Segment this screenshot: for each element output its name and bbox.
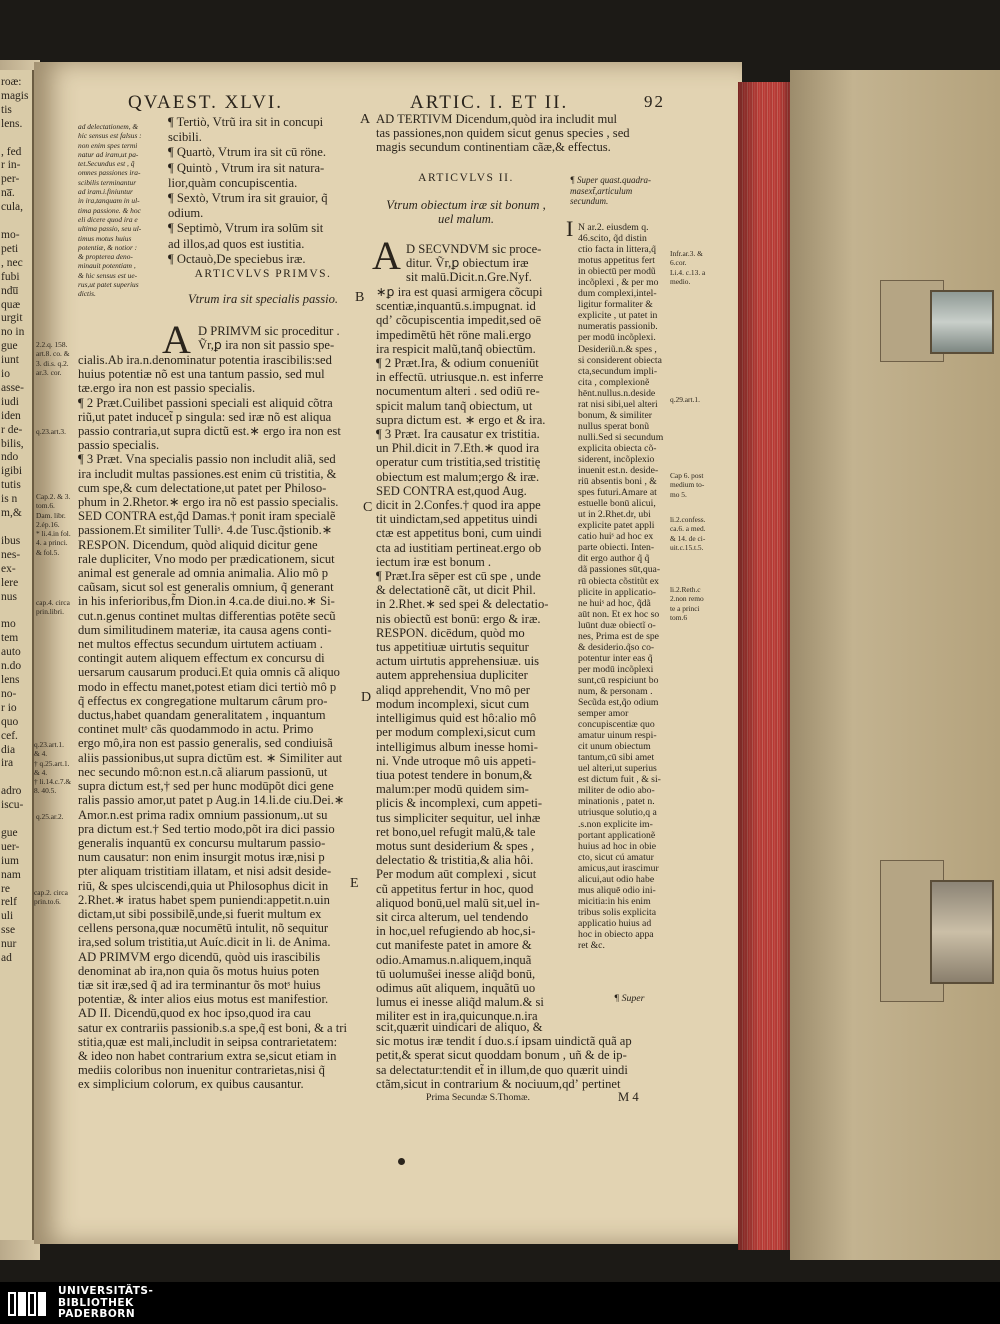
page-number: 92 (644, 92, 665, 111)
section-letter-c: C (363, 500, 373, 515)
commentary-heading: ¶ Super quast.quadra- masext̃,articulum secundum. (570, 175, 651, 207)
library-name (58, 1286, 153, 1321)
right-note-3: Cap 6. post medium to- mo 5. (670, 471, 705, 499)
section-letter-b: B (355, 290, 365, 305)
section-letter-e: E (350, 876, 359, 891)
running-title-footer: Prima Secundæ S.Thomæ. (426, 1092, 530, 1103)
article-1-body: cialis.Ab ira.n.denominatur potentia irascibilis:sed huius potentiæ nõ est una tantum passio, sed mul tæ.ergo ira non est passio specialis. ¶ 2 Præt.Cuilibet passioni speciali est aliquid cõtra riũ,ut patet inducet̃ p singula: sed iræ nõ est aliqua passio contraria,ut supra dictũ est.∗ ergo ira non est passio specialis. ¶ 3 Præt. Vna specialis passio non includit aliã, sed ira includit multas passiones.est enim cū tristitia, & cum spe,& cum delectatione,ut patet per Philoso- phum in 2.Rhetor.∗ ergo ira nõ est passio specialis. SED CONTRA est,q̃d Damas.† ponit iram specialẽ passionem.Et similiter Tulliˢ. 4.de Tusc.q̃stionib.∗ RESPON. Dicendum, quòd aliquid dicitur gene rale dupliciter, Vno modo per prædicationem, sicut animal est generale ad omnia animalia. Alio mô p caũsam, sicut sol est generalis omnium, q̃ generant in his inferioribus,f̃m Dion.in 4.ca.de diui.no.∗ Si- cut.n.genus continet multas differentias potēte secũ dum similitudinem materiæ, ita causa agens conti- net multos effectus secundum uirtutem actiuam . contingit autem aliquem effectum ex concursu di uersarum causarum produci.Et quia omnis cã aliquo modo in effectu manet,potest etiam dici tertiò mô p q̃ effectus ex congregatione multarum cârum pro- ductus,habet quandam generalitatem , inquantum continet multˢ cãs quodammodo in actu. Primo ergo mô,ira non est passio generalis, sed condiuisã aliis passionibus,ut supra dictūm est. ∗ Similiter aut nec secundo mô:non est.n.cã aliarum passionū, ut supra dictum est,† sed per hunc modūpõt dici gene ralis passio amor,ut patet p Aug.in 14.li.de ciu.Dei.∗ Amor.n.est prima radix omnium passionum,.ut su pra dictum est.† Sed tertio modo,põt ira dici passio generalis inquantū ex concursu multarum passio- num causatur: non enim insurgit motus iræ,nisi p pter aliquam tristitiam illatam, et nisi adsit deside- riū, & spes ulciscendi,quia ut Philosophus dicit in 2.Rhet.∗ iratus habet spem puniendi:appetit.n.uin dictam,ut sibi possibilẽ,unde,si fuerit multum ex cellens persona,quæ nocumētū intulit, nõ sequitur ira,sed solum tristitia,ut Auíc.dicit in li. de Anima. AD PRIMVM ergo dicendū, quòd uis irascibilis denominat ab ira,non quia õs motus huius poten tiæ sit iræ,sed q̃ ad ira terminantur õs motˢ huius potentiæ, & inter alios eius motus est manifestior. AD II. Dicendū,quod ex hoc ipso,quod ira cau satur ex contrariis passionib.s.a spe,q̃ est boni, & a tri stitia,quæ est mali,includit in seipsa contrarietatem: & ideo non habet contrarium extra se,sicut etiam in mediis coloribus non inuenitur contrarietas,nisi q̃ ex simplicium colorum, ex quibus causantur. (78, 353, 347, 1092)
article-2-heading: ARTICVLVS II. (418, 172, 514, 184)
library-name-line-1: UNIVERSITÄTS- (58, 1285, 154, 1297)
left-margin-fragments: roæ: magis tis lens. , fed r in- per- na̅. cula, mo- peti , nec fubi ndu̅ quæ urgit no in gue iunt io asse- iudi iden r de- bilis, ndo igibi tutis is n m,& ibus nes- ex- lere nus mo tem auto n.do lens no- r io quo cef. dia ira adro iscu- gue uer- ium nam re relf uli sse nur ad (1, 76, 29, 965)
library-name-line-3: PADERBORN (58, 1308, 136, 1320)
article-1-title: Vtrum ira sit specialis passio. (187, 292, 339, 306)
signature-mark: M 4 (618, 1090, 639, 1104)
side-note-2: q.23.art.3. (36, 427, 66, 436)
section-letter-a: A (360, 112, 371, 127)
question-list: ¶ Tertiò, Vtrũ ira sit in concupi scibili. ¶ Quartò, Vtrum ira sit cū röne. ¶ Quintò , Vtrum ira sit natura- lior,quàm concupiscentia. ¶ Sextò, Vtrum ira sit grauior, q̃ odium. ¶ Septimò, Vtrum ira solūm sit ad illos,ad quos est iustitia. ¶ Octauò,De speciebus iræ. (168, 115, 328, 266)
commentary-body: N ar.2. eiusdem q. 46.scito, q̃d distin ctio facta in littera,q̃ motus appetitus fert in obiectū per modũ incõplexi , & per mo dum complexi,intel- ligitur formaliter & explicite , ut patet in numeratis passionib. per modū incõplexi. Desideriũ.n.& spes , si considerent obiecta cta,secundum impli- cita , complexionẽ hēnt.nullus.n.deside rat nisi sibi,uel alteri bonum, & similiter nullus sperat bonũ nulli.Sed si secundum explicita obiecta cõ- siderent, incõplexio inuenit est.n. deside- riū absentis boni , & spes futuri.Amare at estuelle bonū alicui, ut in 2.Rhet.dr, ubi explicite patet appli catio huiˢ ad hoc ex parte obiecti. Inten- dit ergo author q̃ q̃ dã passiones sūt,qua- rū obiecta cõstitũt ex plicite in applicatio- ne huiˢ ad hoc, q̃dã aūt non. Et ex hoc so luūnt duæ obiectĩ o- nes, Prima est de spe & desiderio.q̃so co- potentur inter eas q̃ per modū incõplexi sunt,cū respiciunt bo num, & personam . Secũda est,q̃o odium semper amor concupiscentiæ quo amatur uinum respi- cit unum obiectum tantum,cū sibi amet uel alteri,ut superius est dictum fuit , & si- militer de odio abo- minationis , patet n. utriusque solutio,q a .s.non explicite im- portant applicationẽ huius ad hoc in obie cto, sicut cú amatur amicus,aut irascimur alicui,aut odio habe mus aliquē odio ini- micitia:in his enim tribus solis explicita applicatio huius ad hoc in obiecto appa ret &c. (578, 222, 664, 952)
commentary-drop-cap: I (566, 216, 574, 241)
clasp-bottom (930, 880, 994, 984)
running-header-left: QVAEST. XLVI. (128, 92, 283, 113)
library-logo-icon (8, 1290, 54, 1318)
article-1-opening: D PRIMVM sic proceditur . Ṽr,ꝑ ira non sit passio spe- (198, 324, 340, 353)
right-cover (790, 70, 1000, 1260)
right-note-1: Infr.ar.3. & 6.cor. Li.4. c.13. a medio. (670, 249, 706, 286)
top-note-column: ad delectationem, & hic sensus est falsus : non enim spes termi natur ad iram,ut pa- tet.Secundus est , q̃ omnes passiones ira- scibilis terminantur ad iram.i.finiuntur in ira,tanquam in ul- tima passione. & hoc eli dicere quod ira e ultima passio, seu ul- timus motus huius potentiæ, & notior : & propterea deno- minauit potentiam , & hic sensus est ue- rus,ut patet superius dictis. (78, 122, 142, 299)
fore-edge-shade (738, 82, 790, 1250)
right-note-4: li.2.confess. ca.6. a med. & 14. de ci- uit.c.15.t.5. (670, 515, 706, 552)
article-2-body-end: scit,quærit uindicari de aliquo, & sic motus iræ tendit í duo.s.í ipsam uindictã quã ap petit,& sperat sicut quoddam bonum , uñ & de ip- sa delectatur:tendit et̃ in illum,de quo quærit uindi ctãm,sicut in contrarium & nociuum,qdʼ pertinet (376, 1020, 632, 1091)
article-2-body: ∗ꝑ ira est quasi armigera cõcupi scentiæ,inquantū.s.impugnat. id qdʼ cõcupiscentia impedit,sed oē impedimẽtū hēt röne mali.ergo ira respicit malũ,tanq̃ obiectūm. ¶ 2 Præt.Ira, & odium conueniūt in effectū. utriusque.n. est inferre nocumentum alteri . sed odiū re- spicit malum tanq̃ obiectum, ut supra dictum est. ∗ ergo et & ira. ¶ 3 Præt. Ira causatur ex tristitia. un Phil.dicit in 7.Eth.∗ quod ira operatur cum tristitia,sed tristitię obiectum est malum;ergo & iræ. SED CONTRA est,quod Aug. dicit in 2.Confes.† quod ira appe tit uindictam,sed appetitus uindi ctæ est appetitus boni, cum uindi cta ad iustitiam pertineat.ergo ob iectum iræ est bonum . ¶ Præt.Ira sēper est cū spe , unde & delectationẽ cãt, ut dicit Phil. in 2.Rhet.∗ sed spei & delectatio- nis obiectũ est bonū: ergo & iræ. RESPON. dicēdum, quòd mo tus appetitiuæ uirtutis sequitur actum uirtutis apprehensiuæ. uis autem apprehensiua dupliciter aliqd apprehendit, Vno mô per modum incomplexi, sicut cum intelligimus quid est hô:alio mô per modum complexi,sicut cum intelligimus album inesse homi- ni. Vnde utroque mô uis appeti- tiua potest tendere in bonum,& malum:per modū quidem sim- plicis & incomplexi, cum appeti- tus simpliciter sequitur, uel inhæ ret bono,uel refugit malū,& tale motus sunt desiderium & spes , delectatio & tristitia,& alia hôi. Per modum aūt complexi , sicut cũ appetitus fertur in hoc, quod aliquod bonū,uel malū sit,uel in- sit circa alterum, uel tendendo in hoc,uel refugiendo ab hoc,si- cut manifeste patet in amore & odio.Amamus.n.aliquem,inquã tū uolumus̃ei inesse aliq̃d bonū, odimus aūt aliquem, inquãtū uo lumus ei inesse aliq̃d malum.& si militer est in ira,quicunque.n.ira (376, 285, 549, 1024)
side-note-7: cap.2. circa prin.to.6. (34, 888, 68, 907)
running-header-center: ARTIC. I. ET II. (410, 92, 569, 113)
article-1-reply-3: AD TERTIVM Dicendum,quòd ira includit mul tas passiones,non quidem sicut genus species , sed magis secundum continentiam cãæ,& effectus. (376, 112, 630, 155)
library-name-line-2: BIBLIOTHEK (58, 1296, 134, 1309)
ornament-dot (398, 1158, 405, 1165)
right-note-5: li.2.Reth.c 2.non remo te a princi tom.6 (670, 585, 704, 622)
article-1-drop-cap: A (162, 317, 191, 362)
article-1-heading: ARTICVLVS PRIMVS. (194, 268, 332, 280)
section-letter-d: D (361, 690, 372, 705)
commentary-catchword: ¶ Super (614, 993, 645, 1004)
side-note-3: Cap.2. & 3. tom.6. Dam. libr. 2.ép.16. * li.4.in fol. 4. a princi. & fol.5. (36, 492, 71, 557)
article-2-drop-cap: A (372, 233, 401, 278)
clasp-top (930, 290, 994, 354)
side-note-5: q.23.art.1. & 4. † q.25.art.1. & 4. † li.14.c.7.& 8. 40.5. (34, 740, 72, 796)
library-banner (0, 1282, 1000, 1324)
article-2-title: Vtrum obiectum iræ sit bonum , uel malum. (386, 198, 546, 227)
right-note-2: q.29.art.1. (670, 395, 700, 404)
side-note-4: cap.4. circa prin.libri. (36, 598, 70, 617)
left-page-edge (0, 70, 34, 1240)
side-note-6: q.25.ar.2. (36, 812, 64, 821)
article-2-opening: D SECVNDVM sic proce- ditur. Ṽr,ꝑ obiectum iræ sit malū.Dicit.n.Gre.Nyf. (406, 242, 542, 285)
side-note-1: 2.2.q. 158. art.8. co. & 3. di.s. q.2. ar.3. cor. (36, 340, 70, 377)
